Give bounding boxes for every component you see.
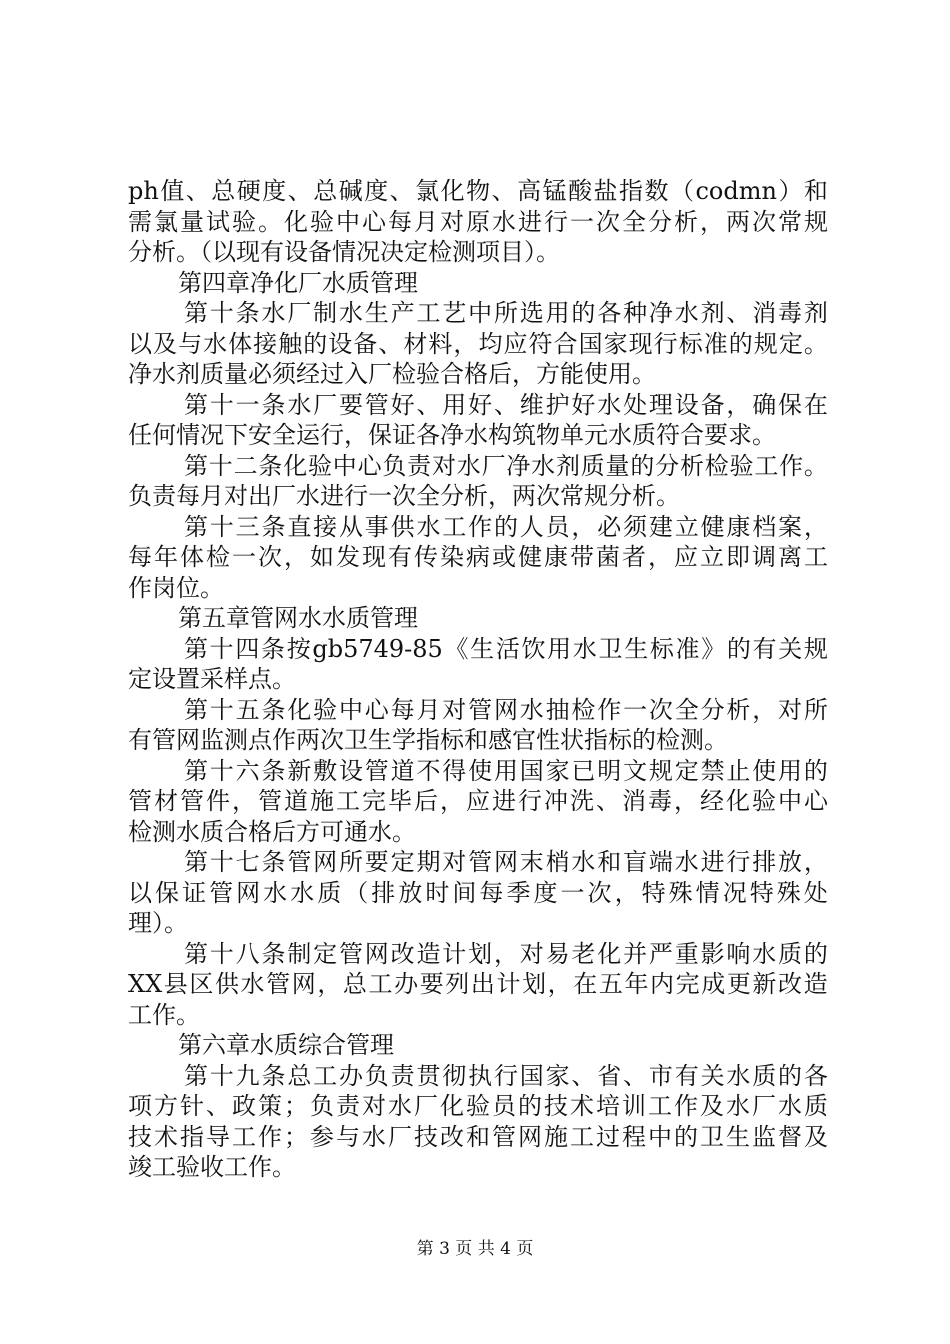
text-line-content: XX 县 区 供 水 管 网 ， 总 工 办 要 列 出 计 划 ， 在 五 年 内 完 成 更 新 改 造 (128, 970, 828, 998)
document-body (128, 176, 828, 1183)
text-line-content: 分析。（以现有设备情况决定检测项目）。 (128, 238, 560, 266)
text-line (128, 573, 828, 604)
text-line-content: 作岗位。 (128, 573, 224, 602)
text-line (128, 1091, 828, 1122)
text-line-content: 第 十 二 条 化 验 中 心 负 责 对 水 厂 净 水 剂 质 量 的 分 析 检 验 工 作 。 (184, 451, 828, 480)
text-line-content: 理）。 (128, 909, 188, 937)
text-line-content: 以 保 证 管 网 水 水 质 （ 排 放 时 间 每 季 度 一 次 ， 特 殊 情 况 特 殊 处 (128, 878, 828, 907)
text-line (128, 725, 828, 756)
text-line (128, 756, 828, 787)
page-number-label: 第 3 页 共 4 页 (416, 1239, 534, 1259)
text-line (128, 817, 828, 848)
text-line-content: 项 方 针 、 政 策 ； 负 责 对 水 厂 化 验 员 的 技 术 培 训 工 作 及 水 厂 水 质 (128, 1092, 828, 1120)
chapter-heading (128, 603, 828, 634)
text-line (128, 176, 828, 207)
text-line (128, 1152, 828, 1183)
text-line (128, 542, 828, 573)
text-line (128, 1122, 828, 1153)
text-line-content: 技 术 指 导 工 作 ； 参 与 水 厂 技 改 和 管 网 施 工 过 程 中 的 卫 生 监 督 及 (128, 1122, 828, 1151)
text-line (128, 1061, 828, 1092)
text-line (128, 847, 828, 878)
text-line-content: ph 值 、 总 硬 度 、 总 碱 度 、 氯 化 物 、 高 锰 酸 盐 指 数 （ codmn ） 和 (128, 177, 828, 205)
text-line-content: 第 十 六 条 新 敷 设 管 道 不 得 使 用 国 家 已 明 文 规 定 禁 止 使 用 的 (184, 756, 828, 785)
text-line (128, 481, 828, 512)
text-line-content: 竣工验收工作。 (128, 1153, 296, 1181)
text-line-content: 每 年 体 检 一 次 ， 如 发 现 有 传 染 病 或 健 康 带 菌 者 ， 应 立 即 调 离 工 (128, 543, 828, 571)
text-line-content: 第 十 条 水 厂 制 水 生 产 工 艺 中 所 选 用 的 各 种 净 水 剂 、 消 毒 剂 (184, 299, 828, 327)
text-line (128, 329, 828, 360)
text-line (128, 359, 828, 390)
text-line-content: 检测水质合格后方可通水。 (128, 817, 416, 846)
chapter-heading (128, 268, 828, 299)
text-line (128, 969, 828, 1000)
text-line-content: 第 十 三 条 直 接 从 事 供 水 工 作 的 人 员 ， 必 须 建 立 健 康 档 案 ， (184, 512, 828, 541)
text-line-content: 以 及 与 水 体 接 触 的 设 备 、 材 料 ， 均 应 符 合 国 家 现 行 标 准 的 规 定 。 (128, 329, 828, 358)
text-line (128, 664, 828, 695)
text-line (128, 207, 828, 238)
text-line-content: 第 十 九 条 总 工 办 负 责 贯 彻 执 行 国 家 、 省 、 市 有 关 水 质 的 各 (184, 1061, 828, 1090)
text-line (128, 420, 828, 451)
chapter-heading-text: 第五章管网水水质管理 (178, 604, 418, 632)
text-line (128, 878, 828, 909)
text-line (128, 237, 828, 268)
text-line-content: 净水剂质量必须经过入厂检验合格后，方能使用。 (128, 360, 656, 388)
text-line-content: 有管网监测点作两次卫生学指标和感官性状指标的检测。 (128, 726, 728, 754)
text-line-content: 第 十 五 条 化 验 中 心 每 月 对 管 网 水 抽 检 作 一 次 全 分 析 ， 对 所 (184, 695, 828, 724)
chapter-heading-text: 第四章净化厂水质管理 (178, 268, 418, 297)
text-line-content: 第 十 八 条 制 定 管 网 改 造 计 划 ， 对 易 老 化 并 严 重 影 响 水 质 的 (184, 939, 828, 968)
text-line (128, 512, 828, 543)
text-line-content: 管 材 管 件 ， 管 道 施 工 完 毕 后 ， 应 进 行 冲 洗 、 消 毒 ， 经 化 验 中 心 (128, 787, 828, 815)
text-line-content: 第 十 一 条 水 厂 要 管 好 、 用 好 、 维 护 好 水 处 理 设 备 ， 确 保 在 (184, 390, 828, 419)
text-line-content: 第 十 四 条 按 gb5749-85 《 生 活 饮 用 水 卫 生 标 准 》 的 有 关 规 (184, 634, 828, 663)
text-line-content: 工作。 (128, 1000, 200, 1029)
text-line (128, 1000, 828, 1031)
text-line-content: 需 氯 量 试 验 。 化 验 中 心 每 月 对 原 水 进 行 一 次 全 分 析 ， 两 次 常 规 (128, 207, 828, 236)
text-line (128, 908, 828, 939)
text-line-content: 任何情况下安全运行，保证各净水构筑物单元水质符合要求。 (128, 421, 776, 449)
text-line-content: 定设置采样点。 (128, 665, 296, 693)
text-line (128, 634, 828, 665)
text-line-content: 负责每月对出厂水进行一次全分析，两次常规分析。 (128, 482, 680, 510)
text-line (128, 390, 828, 421)
text-line-content: 第 十 七 条 管 网 所 要 定 期 对 管 网 末 梢 水 和 盲 端 水 进 行 排 放 ， (184, 848, 828, 876)
text-line (128, 695, 828, 726)
chapter-heading-text: 第六章水质综合管理 (178, 1031, 394, 1059)
text-line (128, 298, 828, 329)
text-line (128, 786, 828, 817)
text-line (128, 451, 828, 482)
text-line (128, 939, 828, 970)
chapter-heading (128, 1030, 828, 1061)
page-footer (0, 1238, 950, 1260)
